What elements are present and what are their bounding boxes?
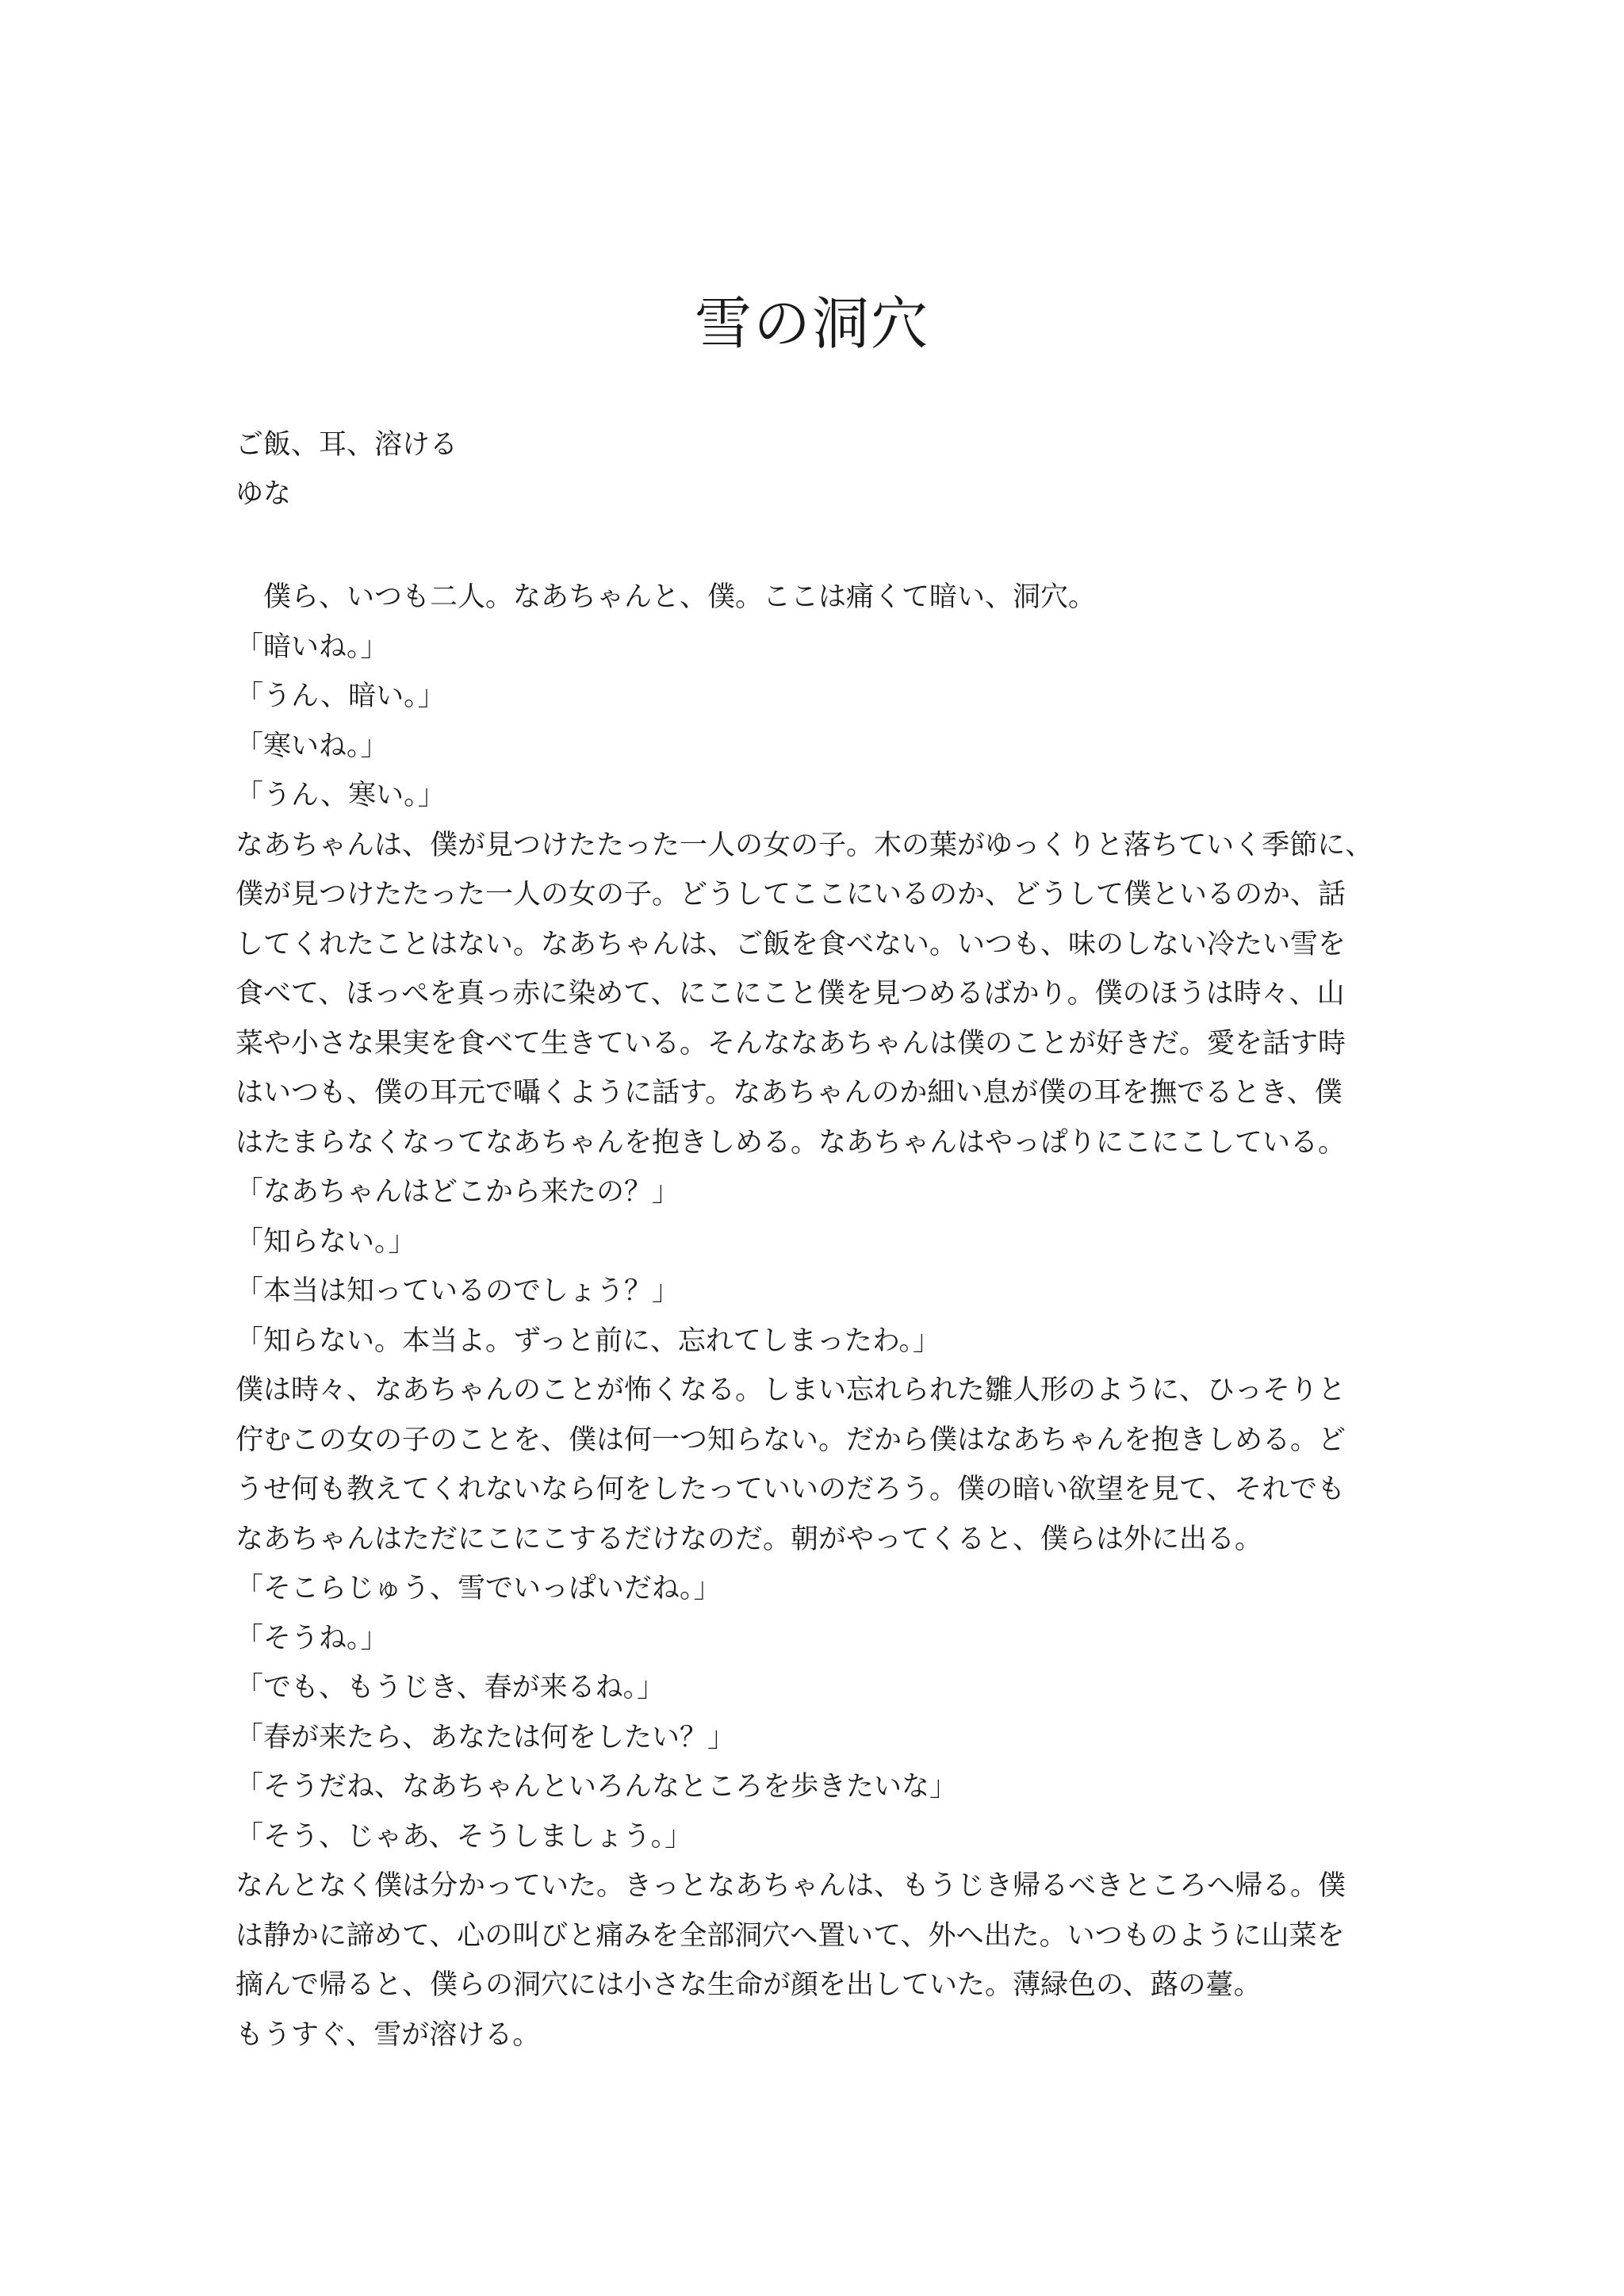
body-line: 佇むこの女の子のことを、僕は何一つ知らない。だから僕はなあちゃんを抱きしめる。ど	[236, 1424, 1346, 1456]
document-title: 雪の洞穴	[694, 290, 929, 357]
body-line: 「そこらじゅう、雪でいっぱいだね。」	[236, 1573, 722, 1604]
body-line: 「知らない。本当よ。ずっと前に、忘れてしまったわ。」	[236, 1324, 941, 1357]
body-line: もうすぐ、雪が溶ける。	[236, 2018, 541, 2051]
body-line: 「そう、じゃあ、そうしましょう。」	[236, 1820, 693, 1853]
body-line: 「うん、暗い。」	[236, 680, 446, 712]
body-line: 僕は時々、なあちゃんのことが怖くなる。しまい忘れられた雛人形のように、ひっそりと	[236, 1374, 1346, 1406]
document-meta	[236, 420, 458, 519]
body-line: 「春が来たら、あなたは何をしたい？」	[236, 1721, 736, 1754]
document-body	[236, 573, 1401, 2060]
body-line: なあちゃんは、僕が見つけたたった一人の女の子。木の葉がゆっくりと落ちていく季節に、	[236, 829, 1373, 861]
body-line: はたまらなくなってなあちゃんを抱きしめる。なあちゃんはやっぱりにこにこしている。	[236, 1126, 1346, 1159]
document-subtitle: ご飯、耳、溶ける	[236, 429, 458, 461]
body-line: なんとなく僕は分かっていた。きっとなあちゃんは、もうじき帰るべきところへ帰る。僕	[236, 1870, 1346, 1902]
body-line: うせ何も教えてくれないなら何をしたっていいのだろう。僕の暗い欲望を見て、それでも	[236, 1474, 1346, 1505]
body-line: 「でも、もうじき、春が来るね。」	[236, 1672, 665, 1704]
body-line: はいつも、僕の耳元で囁くように話す。なあちゃんのか細い息が僕の耳を撫でるとき、僕	[236, 1077, 1342, 1109]
body-line: は静かに諦めて、心の叫びと痛みを全部洞穴へ置いて、外へ出た。いつものように山菜を	[236, 1919, 1345, 1952]
body-line: 「そうね。」	[236, 1622, 389, 1654]
body-line: 僕が見つけたたった一人の女の子。どうしてここにいるのか、どうして僕といるのか、話	[236, 879, 1346, 910]
body-line: 「暗いね。」	[236, 631, 389, 663]
body-line: 「うん、寒い。」	[236, 780, 446, 811]
body-line: 僕ら、いつも二人。なあちゃんと、僕。ここは痛くて暗い、洞穴。	[236, 581, 1097, 613]
body-line: なあちゃんはただにこにこするだけなのだ。朝がやってくると、僕らは外に出る。	[236, 1523, 1263, 1555]
body-line: 「本当は知っているのでしょう？」	[236, 1275, 680, 1307]
body-line: してくれたことはない。なあちゃんは、ご飯を食べない。いつも、味のしない冷たい雪を	[236, 928, 1346, 960]
body-line: 食べて、ほっぺを真っ赤に染めて、にこにこと僕を見つめるばかり。僕のほうは時々、山	[236, 978, 1345, 1010]
body-line: 「なあちゃんはどこから来たの？」	[236, 1176, 680, 1208]
body-line: 摘んで帰ると、僕らの洞穴には小さな生命が顔を出していた。薄緑色の、蕗の薹。	[236, 1969, 1262, 2001]
document-author: ゆな	[236, 478, 292, 510]
body-line: 「知らない。」	[236, 1225, 416, 1258]
body-line: 「そうだね、なあちゃんといろんなところを歩きたいな」	[236, 1771, 958, 1803]
body-line: 「寒いね。」	[236, 730, 389, 762]
body-line: 菜や小さな果実を食べて生きている。そんななあちゃんは僕のことが好きだ。愛を話す時	[236, 1027, 1346, 1060]
